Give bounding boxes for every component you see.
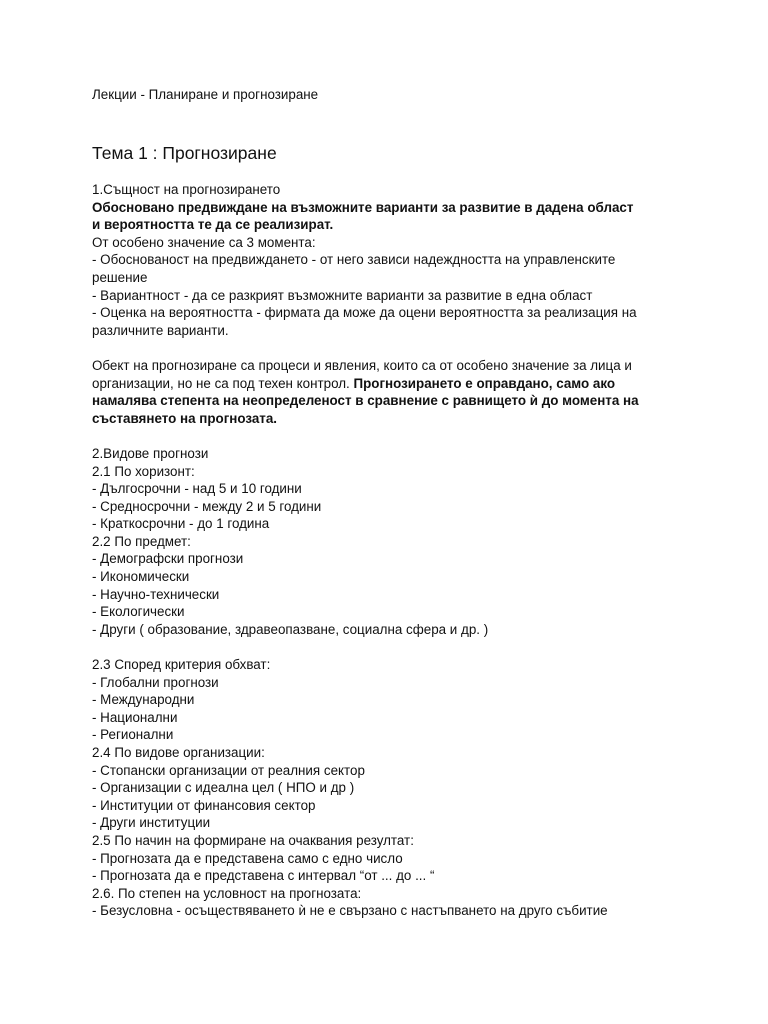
list-line: - Безусловна - осъществяването ѝ не е свързано с настъпването на друго събитие xyxy=(92,903,608,919)
list-line: - Институции от финансовия сектор xyxy=(92,797,316,813)
document-title: Лекции - Планиране и прогнозиране xyxy=(92,87,319,102)
list-line: - Прогнозата да е представена с интервал “от ... до ... “ xyxy=(92,868,435,884)
list-line: - Регионални xyxy=(92,727,174,743)
point-3-line-1: - Оценка на вероятността - фирмата да може да оцени вероятността за реализация на xyxy=(92,305,637,321)
list-line: - Глобални прогнози xyxy=(92,674,219,690)
point-1-line-2: решение xyxy=(92,269,148,285)
object-line-4: съставянето на прогнозата. xyxy=(92,410,278,426)
list-line: - Прогнозата да е представена само с едно число xyxy=(92,850,403,866)
list-line: - Дългосрочни - над 5 и 10 години xyxy=(92,481,302,497)
point-3-line-2: различните варианти. xyxy=(92,322,229,338)
object-line-2-bold: Прогнозирането е оправдано, само ако xyxy=(353,375,616,391)
list-line: 2.3 Според критерия обхват: xyxy=(92,657,271,673)
point-1-line-1: - Обоснованост на предвиждането - от него зависи надеждността на управленските xyxy=(92,252,616,268)
list-line: - Демографски прогнози xyxy=(92,551,244,567)
list-line: - Други ( образование, здравеопазване, социална сфера и др. ) xyxy=(92,621,489,637)
importance-line: От особено значение са 3 момента: xyxy=(92,234,316,250)
list-line: - Научно-технически xyxy=(92,586,220,602)
definition-line-1: Обосновано предвиждане на възможните варианти за развитие в дадена област xyxy=(92,199,634,215)
point-2: - Вариантност - да се разкрият възможните варианти за развитие в една област xyxy=(92,287,593,303)
list-line: - Стопански организации от реалния сектор xyxy=(92,762,365,778)
list-line: - Средносрочни - между 2 и 5 години xyxy=(92,498,322,514)
object-line-2-normal: организации, но не са под техен контрол. xyxy=(92,375,354,391)
list-line: - Организации с идеална цел ( НПО и др ) xyxy=(92,780,355,796)
list-line: - Екологически xyxy=(92,604,185,620)
section-1 xyxy=(92,181,639,920)
object-line-1: Обект на прогнозиране са процеси и явления, които са от особено значение за лица и xyxy=(92,357,632,373)
definition-line-2: и вероятността те да се реализират. xyxy=(92,217,334,233)
object-line-2 xyxy=(92,375,639,393)
list-line: 2.6. По степен на условност на прогнозата: xyxy=(92,885,362,901)
section-2-heading: 2.Видове прогнози xyxy=(92,445,209,461)
topic-heading: Тема 1 : Прогнозиране xyxy=(92,143,277,163)
list-line: - Международни xyxy=(92,692,195,708)
list-line: - Краткосрочни - до 1 година xyxy=(92,516,270,532)
list-line: - Национални xyxy=(92,709,178,725)
list-line: 2.2 По предмет: xyxy=(92,533,191,549)
object-line-3: намалява степента на неопределеност в сравнение с равнището ѝ до момента на xyxy=(92,393,639,409)
forecast-types-list-b xyxy=(92,656,639,920)
forecast-types-list-a xyxy=(92,463,639,639)
list-line: - Други институции xyxy=(92,815,211,831)
list-line: 2.4 По видове организации: xyxy=(92,745,265,760)
list-line: 2.5 По начин на формиране на очаквания резултат: xyxy=(92,832,414,848)
list-line: 2.1 По хоризонт: xyxy=(92,463,195,479)
section-1-heading: 1.Същност на прогнозирането xyxy=(92,182,281,197)
list-line: - Икономически xyxy=(92,569,190,585)
